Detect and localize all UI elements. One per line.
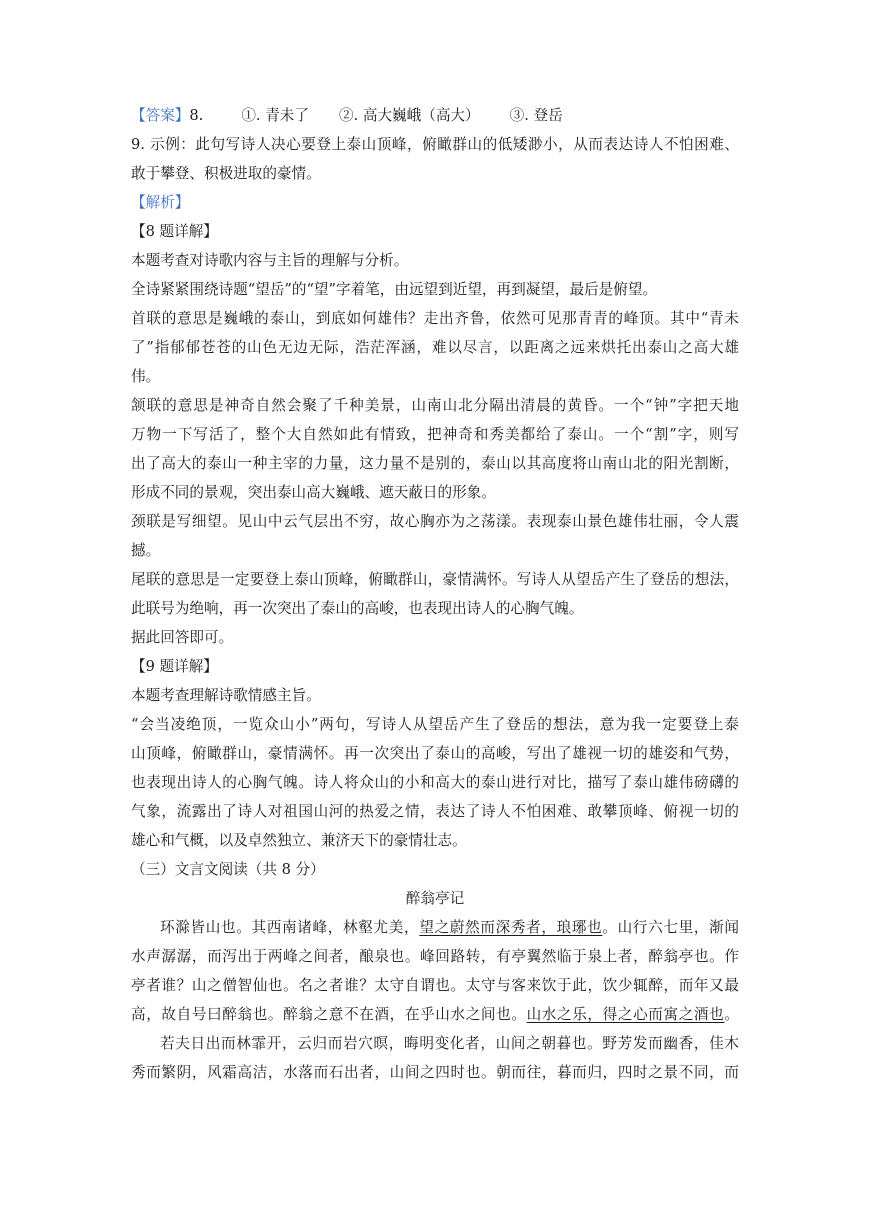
q8-paragraph-2-line-3: 伟。 xyxy=(131,368,161,385)
q9-detail-heading: 【9 题详解】 xyxy=(131,658,218,675)
q8-paragraph-3-line-4: 形成不同的景观，突出泰山高大巍峨、遮天蔽日的形象。 xyxy=(131,484,496,501)
q8-option-1: ①. 青未了 xyxy=(241,107,309,124)
passage-p2-line-1: 若夫日出而林霏开，云归而岩穴暝，晦明变化者，山间之朝暮也。野芳发而幽香，佳木 xyxy=(160,1035,739,1052)
q8-paragraph-4-line-2: 撼。 xyxy=(131,542,161,559)
q8-paragraph-5-line-2: 此联号为绝响，再一次突出了泰山的高峻，也表现出诗人的心胸气魄。 xyxy=(131,600,584,617)
passage-p1-line-1-a: 环滁皆山也。其西南诸峰，林壑尤美， xyxy=(160,919,420,936)
q8-paragraph-3-line-1: 颔联的意思是神奇自然会聚了千种美景，山南山北分隔出清晨的黄昏。一个“钟”字把天地 xyxy=(131,397,739,414)
q9-intro: 本题考查理解诗歌情感主旨。 xyxy=(131,687,321,704)
answer-tag: 【答案】 xyxy=(131,107,190,124)
passage-underlined-sentence-2: 山水之乐，得之心而寓之酒也 xyxy=(526,1006,725,1023)
document-body xyxy=(131,101,739,1087)
q9-paragraph-line-4: 气象，流露出了诗人对祖国山河的热爱之情，表达了诗人不怕困难、敢攀顶峰、俯视一切的 xyxy=(131,803,739,820)
q8-paragraph-1: 全诗紧紧围绕诗题“望岳”的“望”字着笔，由远望到近望，再到凝望，最后是俯望。 xyxy=(131,281,658,298)
passage-p1-line-4 xyxy=(131,1000,739,1029)
q9-paragraph-line-3: 也表现出诗人的心胸气魄。诗人将众山的小和高大的泰山进行对比，描写了泰山雄伟磅礴的 xyxy=(131,774,739,791)
passage-p1-line-1-b: 。山行六七里，渐闻 xyxy=(602,919,739,936)
q8-paragraph-3-line-2: 万物一下写活了，整个大自然如此有情致，把神奇和秀美都给了泰山。一个“割”字，则写 xyxy=(131,426,739,443)
passage-p1-line-3: 亭者谁？山之僧智仙也。名之者谁？太守自谓也。太守与客来饮于此，饮少辄醉，而年又最 xyxy=(131,977,739,994)
q9-answer-line-2: 敢于攀登、积极进取的豪情。 xyxy=(131,165,321,182)
q9-paragraph-line-2: 山顶峰，俯瞰群山，豪情满怀。再一次突出了泰山的高峻，写出了雄视一切的雄姿和气势， xyxy=(131,745,739,762)
q8-option-2: ②. 高大巍峨（高大） xyxy=(338,107,480,124)
analysis-tag: 【解析】 xyxy=(131,194,190,211)
passage-title: 醉翁亭记 xyxy=(405,890,465,907)
passage-p1-line-4-b: 。 xyxy=(724,1006,739,1023)
q8-paragraph-4-line-1: 颈联是写细望。见山中云气层出不穷，故心胸亦为之荡漾。表现泰山景色雄伟壮丽，令人震 xyxy=(131,513,739,530)
answer-line xyxy=(131,101,739,130)
q9-paragraph-line-1: “会当凌绝顶，一览众山小”两句，写诗人从望岳产生了登岳的想法，意为我一定要登上泰 xyxy=(131,716,739,733)
q8-paragraph-3-line-3: 出了高大的泰山一种主宰的力量，这力量不是别的，泰山以其高度将山南山北的阳光割断， xyxy=(131,455,739,472)
passage-p2-line-2: 秀而繁阴，风霜高洁，水落而石出者，山间之四时也。朝而往，暮而归，四时之景不同，而 xyxy=(131,1064,739,1081)
passage-p1-line-4-a: 高，故自号曰醉翁也。醉翁之意不在酒，在乎山水之间也。 xyxy=(131,1006,527,1023)
passage-underlined-sentence-1: 望之蔚然而深秀者，琅琊也 xyxy=(419,919,603,936)
q8-option-3: ③. 登岳 xyxy=(509,107,563,124)
q8-paragraph-5-line-1: 尾联的意思是一定要登上泰山顶峰，俯瞰群山，豪情满怀。写诗人从望岳产生了登岳的想法， xyxy=(131,571,739,588)
passage-p1-line-1 xyxy=(131,913,739,942)
q8-conclusion: 据此回答即可。 xyxy=(131,629,234,646)
q8-paragraph-2-line-1: 首联的意思是巍峨的泰山，到底如何雄伟？走出齐鲁，依然可见那青青的峰顶。其中“青未 xyxy=(131,310,739,327)
q8-detail-heading: 【8 题详解】 xyxy=(131,223,218,240)
q9-answer-line-1: 9. 示例：此句写诗人决心要登上泰山顶峰，俯瞰群山的低矮渺小，从而表达诗人不怕困难、 xyxy=(131,136,739,153)
q9-paragraph-line-5: 雄心和气概，以及卓然独立、兼济天下的豪情壮志。 xyxy=(131,832,467,849)
q8-paragraph-2-line-2: 了”指郁郁苍苍的山色无边无际，浩茫浑涵，难以尽言，以距离之远来烘托出泰山之高大雄 xyxy=(131,339,739,356)
passage-p1-line-2: 水声潺潺，而泻出于两峰之间者，酿泉也。峰回路转，有亭翼然临于泉上者，醉翁亭也。作 xyxy=(131,948,739,965)
section-3-heading: （三）文言文阅读（共 8 分） xyxy=(131,861,325,878)
q8-number: 8. xyxy=(189,107,204,124)
q8-intro: 本题考查对诗歌内容与主旨的理解与分析。 xyxy=(131,252,409,269)
